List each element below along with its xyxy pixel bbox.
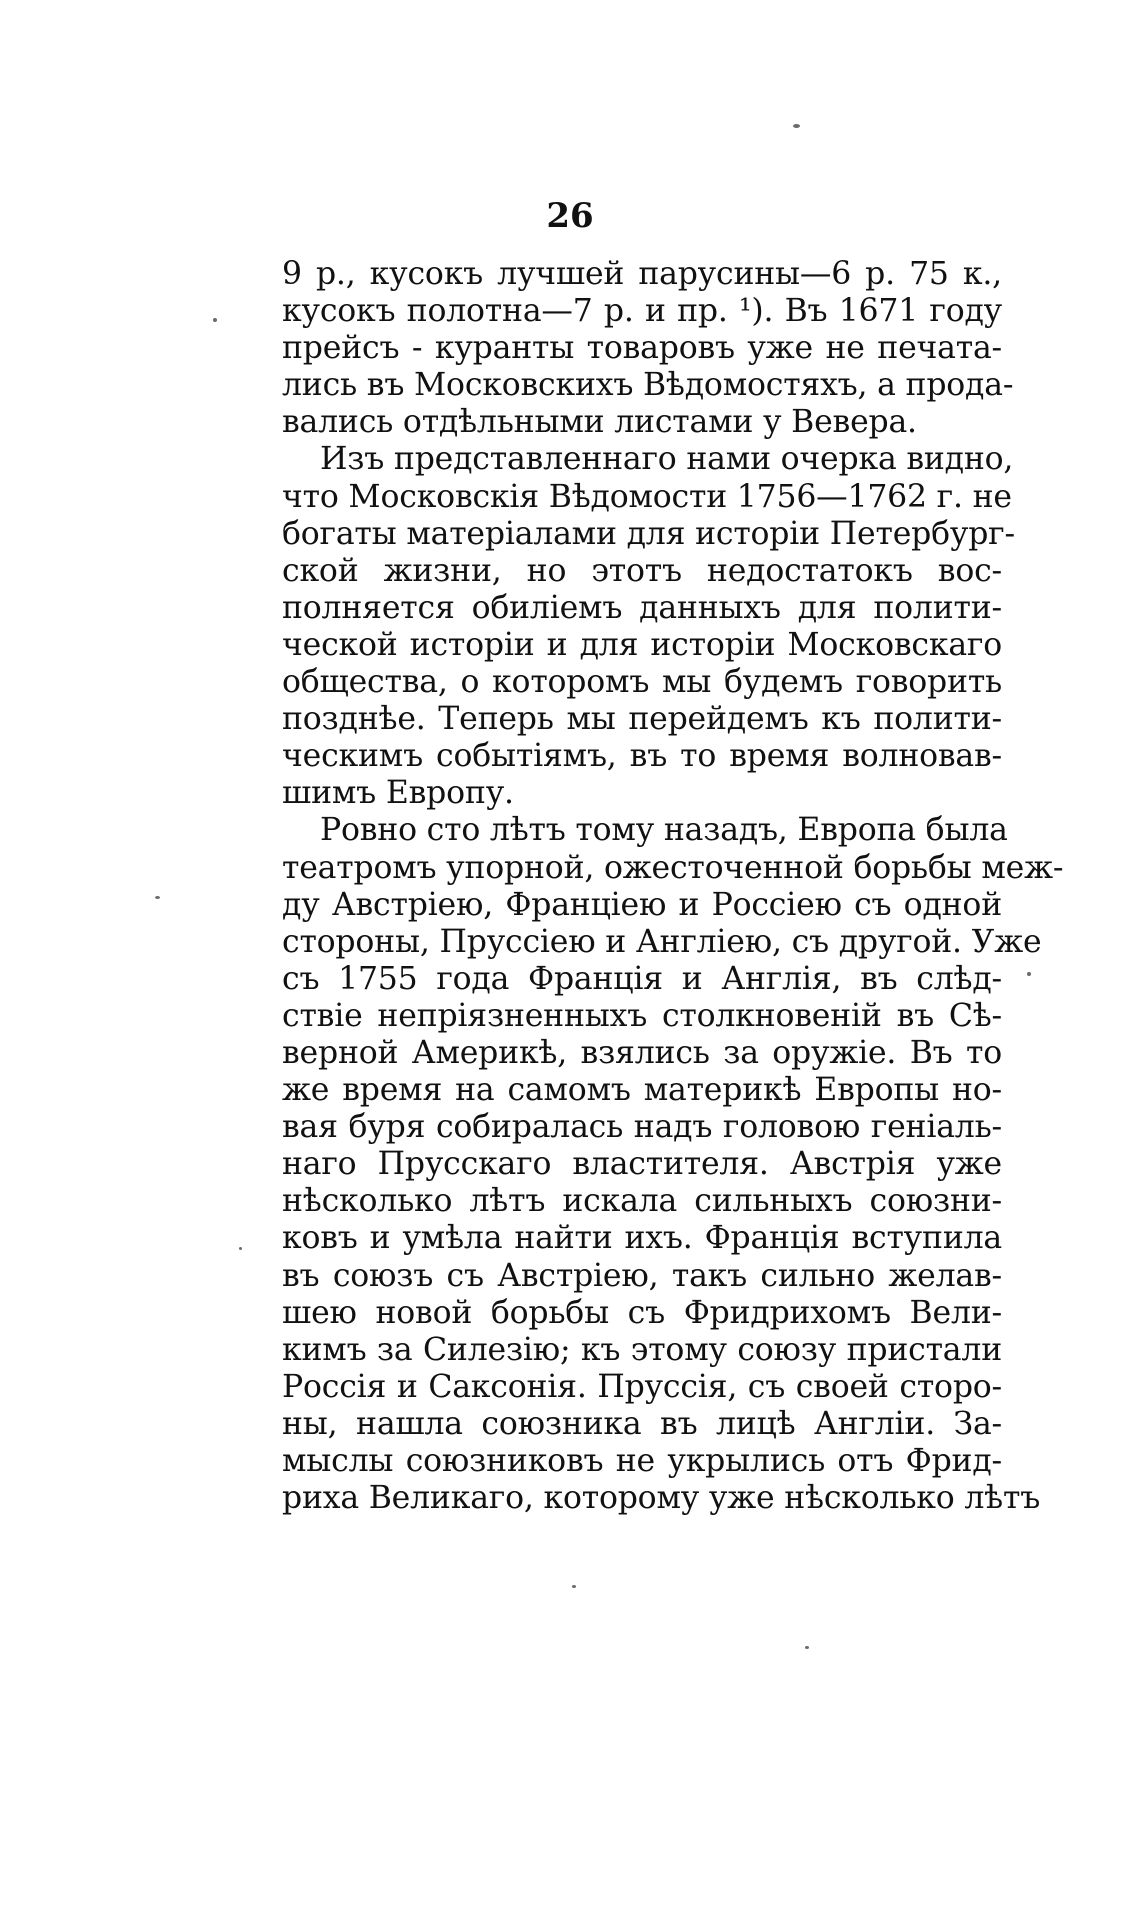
text-line: богаты матеріалами для исторіи Петербург-	[282, 515, 1015, 552]
paragraph-1	[282, 256, 1014, 441]
text-line: Изъ представленнаго нами очерка видно,	[320, 441, 1014, 478]
text-line: ковъ и умѣла найти ихъ. Франція вступила	[282, 1220, 1002, 1257]
text-line: же время на самомъ материкѣ Европы но-	[282, 1072, 1002, 1109]
text-line: полняется обиліемъ данныхъ для полити-	[282, 589, 1002, 626]
text-line: съ 1755 года Франція и Англія, въ слѣд-	[282, 960, 1002, 997]
text-line: ствіе непріязненныхъ столкновеній въ Сѣ-	[282, 997, 1002, 1034]
text-line: что Московскія Вѣдомости 1756—1762 г. не	[282, 478, 1012, 515]
text-line: въ союзъ съ Австріею, такъ сильно желав-	[282, 1257, 1002, 1294]
text-line: вая буря собиралась надъ головою геніаль-	[282, 1109, 1002, 1146]
text-line: ческой исторіи и для исторіи Московскаго	[282, 626, 1002, 663]
page-number: 26	[546, 196, 594, 236]
paragraph-2	[282, 441, 1015, 812]
text-line: риха Великаго, которому уже нѣсколько лѣтъ	[282, 1480, 1041, 1517]
text-line: Ровно сто лѣтъ тому назадъ, Европа была	[320, 812, 1008, 849]
text-line: 9 р., кусокъ лучшей парусины—6 р. 75 к.,	[282, 256, 1002, 292]
scan-speck	[239, 1247, 242, 1250]
text-line: стороны, Пруссіею и Англіею, съ другой. Уже	[282, 923, 1042, 960]
text-line: Россія и Саксонія. Пруссія, съ своей сторо-	[282, 1368, 1002, 1405]
text-line: ской жизни, но этотъ недостатокъ вос-	[282, 552, 1002, 589]
scan-speck	[805, 1646, 809, 1649]
text-line: шимъ Европу.	[282, 775, 514, 812]
text-line: мыслы союзниковъ не укрылись отъ Фрид-	[282, 1443, 1002, 1479]
scan-speck	[793, 124, 800, 128]
text-line: верной Америкѣ, взялись за оружіе. Въ то	[282, 1034, 1002, 1071]
text-line: наго Прусскаго властителя. Австрія уже	[282, 1146, 1002, 1183]
text-line: ческимъ событіямъ, въ то время волновав-	[282, 738, 1002, 775]
scan-speck	[213, 318, 217, 322]
scan-speck	[572, 1585, 576, 1588]
scan-speck	[1027, 972, 1031, 976]
paragraph-3	[282, 812, 1064, 1517]
text-line: шею новой борьбы съ Фридрихомъ Вели-	[282, 1294, 1002, 1331]
text-line: общества, о которомъ мы будемъ говорить	[282, 664, 1002, 701]
text-line: нѣсколько лѣтъ искала сильныхъ союзни-	[282, 1183, 1002, 1220]
text-line: ду Австріею, Франціею и Россіею съ одной	[282, 886, 1002, 923]
text-line: кусокъ полотна—7 р. и пр. ¹). Въ 1671 году	[282, 293, 1002, 330]
text-line: вались отдѣльными листами у Вевера.	[282, 404, 917, 441]
text-line: прейсъ - куранты товаровъ уже не печата-	[282, 330, 1002, 367]
text-line: позднѣе. Теперь мы перейдемъ къ полити-	[282, 701, 1002, 738]
text-line: ны, нашла союзника въ лицѣ Англіи. За-	[282, 1405, 1002, 1442]
scan-speck	[155, 896, 160, 899]
text-line: кимъ за Силезію; къ этому союзу пристали	[282, 1331, 1002, 1368]
body-text	[282, 256, 1064, 1517]
text-line: театромъ упорной, ожесточенной борьбы меж-	[282, 849, 1064, 886]
text-line: лись въ Московскихъ Вѣдомостяхъ, а прода-	[282, 367, 1014, 404]
